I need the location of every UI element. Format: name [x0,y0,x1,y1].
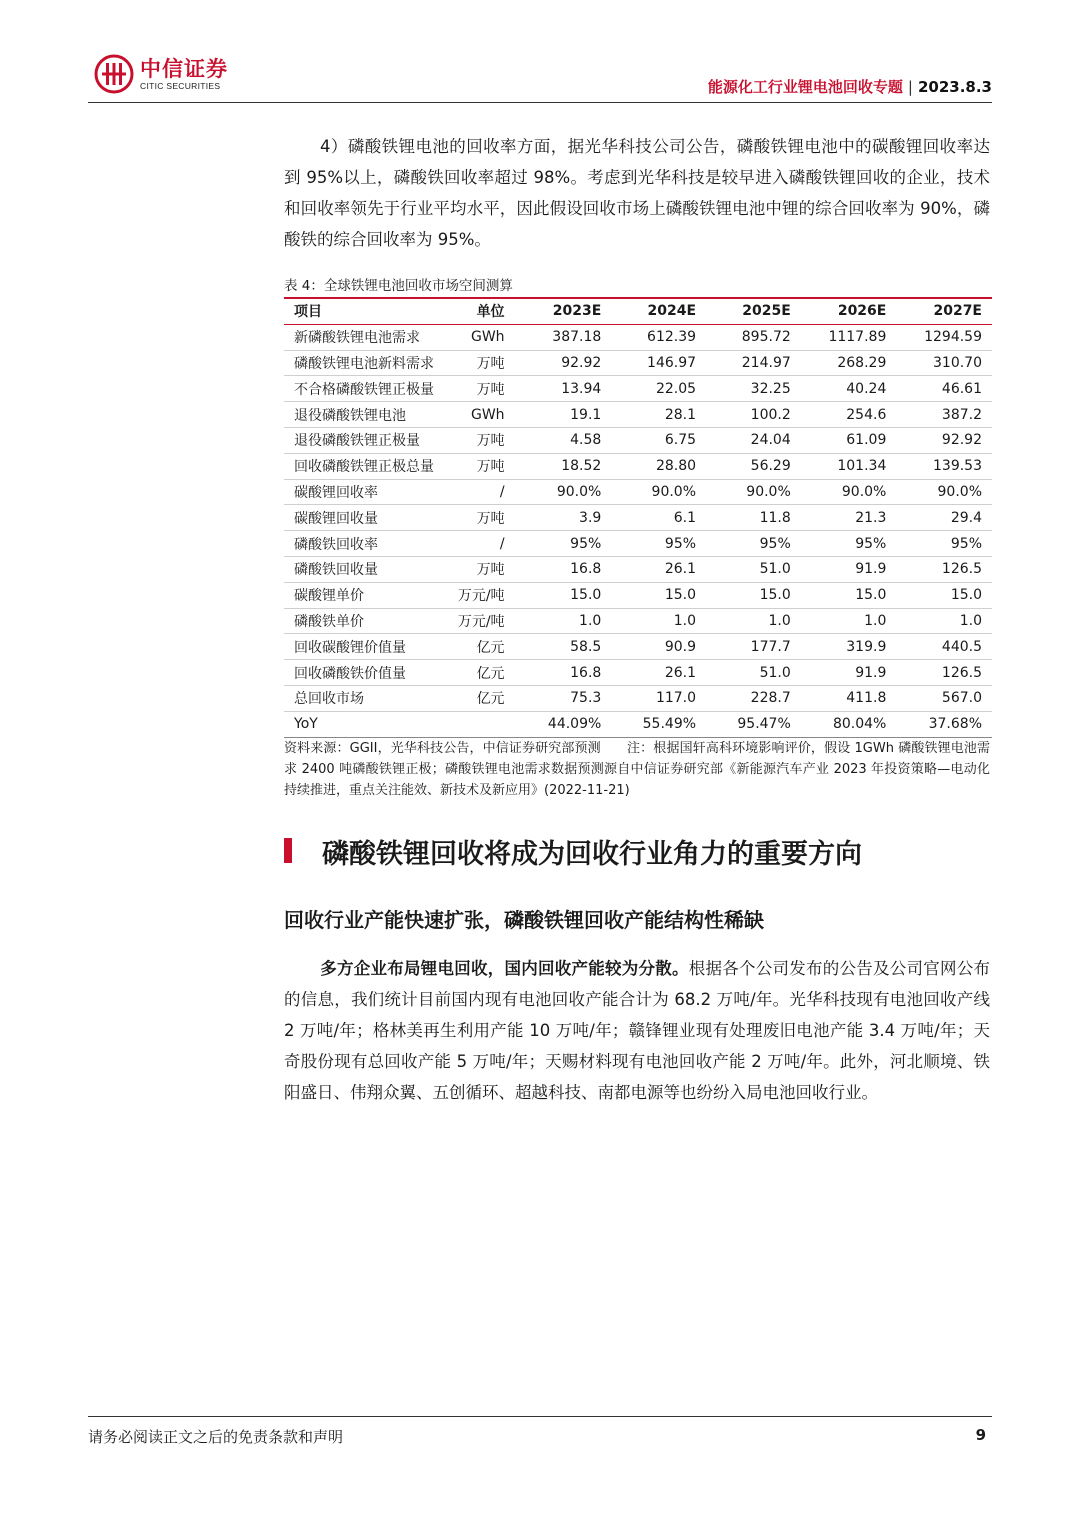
unit-cell: GWh [445,402,517,428]
value-cell: 310.70 [896,350,992,376]
table-row [284,376,992,402]
value-cell: 387.2 [896,402,992,428]
value-cell: 15.0 [896,582,992,608]
row-label-cell: 磷酸铁锂电池新料需求 [284,350,445,376]
value-cell: 95% [801,531,897,557]
value-cell: 95% [706,531,801,557]
value-cell: 1.0 [706,608,801,634]
value-cell: 61.09 [801,427,897,453]
value-cell: 19.1 [517,402,612,428]
value-cell: 44.09% [517,711,612,737]
section-title: 磷酸铁锂回收将成为回收行业角力的重要方向 [322,839,862,870]
value-cell: 6.75 [611,427,706,453]
header-cell: 2025E [706,298,801,324]
table-row [284,608,992,634]
intro-paragraph [284,131,990,255]
table-row [284,505,992,531]
table-row [284,427,992,453]
page-number: 9 [975,1426,986,1444]
value-cell: 91.9 [801,660,897,686]
unit-cell: 万吨 [445,376,517,402]
value-cell: 95% [896,531,992,557]
page-footer [88,1416,992,1446]
value-cell: 95% [611,531,706,557]
value-cell: 567.0 [896,685,992,711]
page-header [88,52,992,103]
value-cell: 126.5 [896,556,992,582]
value-cell: 18.52 [517,453,612,479]
table-row [284,634,992,660]
value-cell: 895.72 [706,324,801,350]
value-cell: 1294.59 [896,324,992,350]
unit-cell: 万元/吨 [445,608,517,634]
row-label-cell: 退役磷酸铁锂正极量 [284,427,445,453]
value-cell: 29.4 [896,505,992,531]
value-cell: 37.68% [896,711,992,737]
unit-cell: 亿元 [445,634,517,660]
table-row [284,453,992,479]
value-cell: 13.94 [517,376,612,402]
value-cell: 177.7 [706,634,801,660]
unit-cell: 万吨 [445,350,517,376]
row-label-cell: 不合格磷酸铁锂正极量 [284,376,445,402]
header-cell: 2023E [517,298,612,324]
value-cell: 21.3 [801,505,897,531]
value-cell: 90.0% [517,479,612,505]
value-cell: 95% [517,531,612,557]
value-cell: 22.05 [611,376,706,402]
header-cell: 项目 [284,298,445,324]
value-cell: 411.8 [801,685,897,711]
report-title: 能源化工行业锂电池回收专题 [707,78,903,96]
value-cell: 440.5 [896,634,992,660]
value-cell: 75.3 [517,685,612,711]
value-cell: 15.0 [801,582,897,608]
value-cell: 58.5 [517,634,612,660]
value-cell: 117.0 [611,685,706,711]
row-label-cell: 碳酸锂回收率 [284,479,445,505]
value-cell: 90.0% [801,479,897,505]
unit-cell: 万吨 [445,453,517,479]
row-label-cell: 磷酸铁单价 [284,608,445,634]
value-cell: 55.49% [611,711,706,737]
row-label-cell: 回收磷酸铁价值量 [284,660,445,686]
unit-cell [445,711,517,737]
header-cell: 2027E [896,298,992,324]
value-cell: 16.8 [517,556,612,582]
value-cell: 51.0 [706,660,801,686]
table-row [284,711,992,737]
value-cell: 16.8 [517,660,612,686]
value-cell: 15.0 [517,582,612,608]
value-cell: 90.0% [706,479,801,505]
value-cell: 319.9 [801,634,897,660]
table-row [284,402,992,428]
value-cell: 1117.89 [801,324,897,350]
body-paragraph [284,953,990,1108]
intro-paragraph-text: 4）磷酸铁锂电池的回收率方面，据光华科技公司公告，磷酸铁锂电池中的碳酸锂回收率达到 95%以上，磷酸铁回收率超过 98%。考虑到光华科技是较早进入磷酸铁锂回收的企业，技术和回收率领先于行业平均水平，因此假设回收市场上磷酸铁锂电池中锂的综合回收率为 90%，磷酸铁的综合回收率为 95%。 [284,137,990,249]
unit-cell: / [445,531,517,557]
value-cell: 91.9 [801,556,897,582]
value-cell: 3.9 [517,505,612,531]
value-cell: 100.2 [706,402,801,428]
row-label-cell: 新磷酸铁锂电池需求 [284,324,445,350]
body-paragraph-lead: 多方企业布局锂电回收，国内回收产能较为分散。 [320,959,689,978]
value-cell: 1.0 [801,608,897,634]
source-note: 资料来源：GGII，光华科技公告，中信证券研究部预测 注：根据国轩高科环境影响评价，假设 1GWh 磷酸铁锂电池需求 2400 吨磷酸铁锂正极；磷酸铁锂电池需求数据预测源自中信证券研究部《新能源汽车产业 2023 年投资策略—电动化持续推进，重点关注能效、新技术及新应用》(2022-11-21) [284,741,990,798]
value-cell: 90.0% [896,479,992,505]
body-paragraph-text: 根据各个公司发布的公告及公司官网公布的信息，我们统计目前国内现有电池回收产能合计为 68.2 万吨/年。光华科技现有电池回收产线 2 万吨/年；格林美再生利用产能 10 万吨/年；赣锋锂业现有处理废旧电池产能 3.4 万吨/年；天奇股份现有总回收产能 5 万吨/年；天赐材料现有电池回收产能 2 万吨/年。此外，河北顺境、铁阳盛日、伟翔众翼、五创循环、超越科技、南都电源等也纷纷入局电池回收行业。 [284,959,990,1102]
value-cell: 40.24 [801,376,897,402]
table-row [284,350,992,376]
value-cell: 1.0 [896,608,992,634]
value-cell: 126.5 [896,660,992,686]
value-cell: 1.0 [517,608,612,634]
value-cell: 268.29 [801,350,897,376]
report-date: 2023.8.3 [917,78,992,96]
table-header-row [284,298,992,324]
value-cell: 254.6 [801,402,897,428]
table-row [284,582,992,608]
value-cell: 11.8 [706,505,801,531]
value-cell: 28.80 [611,453,706,479]
disclaimer-note: 请务必阅读正文之后的免责条款和声明 [88,1428,344,1446]
unit-cell: 亿元 [445,660,517,686]
unit-cell: GWh [445,324,517,350]
row-label-cell: 磷酸铁回收率 [284,531,445,557]
table-row [284,660,992,686]
value-cell: 28.1 [611,402,706,428]
table-title: 表 4：全球铁锂电池回收市场空间测算 [284,278,513,294]
row-label-cell: 回收碳酸锂价值量 [284,634,445,660]
table-row [284,556,992,582]
row-label-cell: 磷酸铁回收量 [284,556,445,582]
value-cell: 101.34 [801,453,897,479]
unit-cell: 万吨 [445,505,517,531]
section-marker-bar [284,838,292,863]
table-row [284,479,992,505]
unit-cell: 万吨 [445,427,517,453]
value-cell: 139.53 [896,453,992,479]
value-cell: 214.97 [706,350,801,376]
value-cell: 26.1 [611,660,706,686]
recycling-market-table [284,297,992,738]
value-cell: 4.58 [517,427,612,453]
citic-logo-icon [94,54,134,94]
value-cell: 612.39 [611,324,706,350]
value-cell: 15.0 [611,582,706,608]
table-row [284,685,992,711]
value-cell: 92.92 [517,350,612,376]
value-cell: 80.04% [801,711,897,737]
value-cell: 51.0 [706,556,801,582]
table-body [284,324,992,737]
row-label-cell: 碳酸锂单价 [284,582,445,608]
row-label-cell: 退役磷酸铁锂电池 [284,402,445,428]
header-cell: 2024E [611,298,706,324]
value-cell: 228.7 [706,685,801,711]
logo-english-name: CITIC SECURITIES [140,81,221,91]
value-cell: 90.9 [611,634,706,660]
value-cell: 387.18 [517,324,612,350]
unit-cell: 万吨 [445,556,517,582]
subsection-title: 回收行业产能快速扩张，磷酸铁锂回收产能结构性稀缺 [284,908,764,932]
value-cell: 95.47% [706,711,801,737]
value-cell: 90.0% [611,479,706,505]
logo-chinese-name: 中信证券 [140,57,228,81]
value-cell: 1.0 [611,608,706,634]
table-row [284,324,992,350]
value-cell: 6.1 [611,505,706,531]
header-cell: 单位 [445,298,517,324]
header-cell: 2026E [801,298,897,324]
row-label-cell: 回收磷酸铁锂正极总量 [284,453,445,479]
company-logo [94,54,228,94]
value-cell: 24.04 [706,427,801,453]
value-cell: 26.1 [611,556,706,582]
value-cell: 146.97 [611,350,706,376]
row-label-cell: YoY [284,711,445,737]
unit-cell: 亿元 [445,685,517,711]
value-cell: 15.0 [706,582,801,608]
header-separator: | [907,78,913,96]
value-cell: 92.92 [896,427,992,453]
row-label-cell: 总回收市场 [284,685,445,711]
row-label-cell: 碳酸锂回收量 [284,505,445,531]
value-cell: 46.61 [896,376,992,402]
unit-cell: / [445,479,517,505]
value-cell: 32.25 [706,376,801,402]
table-row [284,531,992,557]
unit-cell: 万元/吨 [445,582,517,608]
value-cell: 56.29 [706,453,801,479]
report-header-info [708,76,992,97]
